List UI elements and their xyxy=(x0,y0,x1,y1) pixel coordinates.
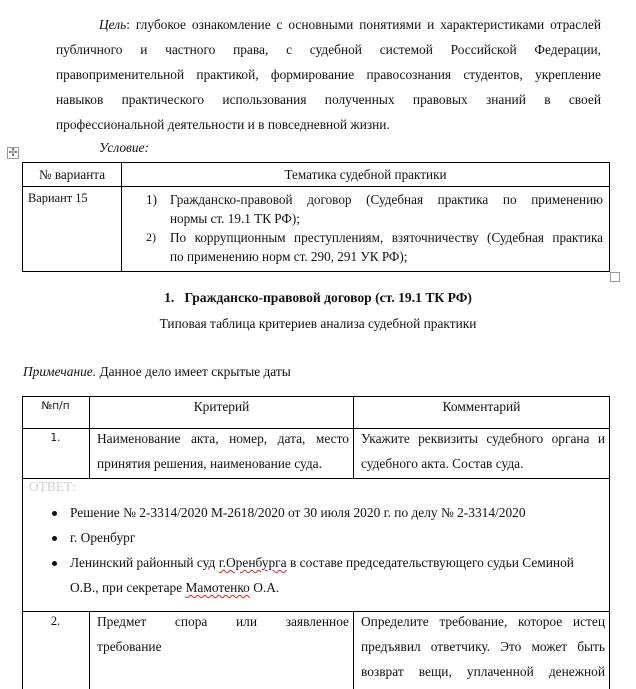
topic-number: 2) xyxy=(146,230,156,244)
goal-line-5: профессиональной деятельности и в повседневной жизни. xyxy=(56,117,390,132)
row2-comment-line: возврат вещи, уплаченной денежной xyxy=(361,664,605,679)
condition-label-text: Условие: xyxy=(99,140,149,155)
row1-criterion xyxy=(97,426,349,476)
topic-item-2 xyxy=(146,228,603,266)
t1-header-topic: Тематика судебной практики xyxy=(284,167,447,182)
goal-line-1 xyxy=(56,12,601,37)
t1-variant-cell: Вариант 15 xyxy=(28,191,88,205)
note xyxy=(23,364,291,380)
row1-criterion-line: принятия решения, наименование суда. xyxy=(97,456,322,471)
topic-text-line: нормы ст. 19.1 ТК РФ); xyxy=(170,211,300,226)
condition-label xyxy=(99,139,149,157)
bullet-text: Ленинский районный суд xyxy=(70,555,219,570)
goal-line-2: публичного и частного права, с судебной системой Российской Федерации, xyxy=(56,42,601,57)
row1-num: 1. xyxy=(50,432,61,444)
topic-item-1 xyxy=(146,190,603,228)
bullet-text: О.В., при секретаре xyxy=(70,580,186,595)
t2-border-row1 xyxy=(22,478,610,479)
answer-bullet xyxy=(50,550,605,600)
topic-text-line: По коррупционным преступлениям, взяточничеству (Судебная практика xyxy=(170,230,603,245)
row2-num: 2. xyxy=(50,614,61,628)
row2-criterion xyxy=(97,609,349,659)
topic-text-line: по применению норм ст. 290, 291 УК РФ); xyxy=(170,249,408,264)
t1-border-top xyxy=(22,162,610,163)
row2-comment-line: предъявил ответчику. Это может быть xyxy=(361,639,605,654)
note-label: Примечание. xyxy=(23,364,97,379)
row2-comment-line: Определите требование, которое истец xyxy=(361,614,605,629)
answer-bullet: г. Оренбург xyxy=(50,525,605,550)
topic-text-line: Гражданско-правовой договор (Судебная практика по применению xyxy=(170,192,603,207)
t1-border-header xyxy=(22,186,610,187)
row2-criterion-line: требование xyxy=(97,639,162,654)
topic-list xyxy=(146,190,603,266)
row1-comment-line: судебного акта. Состав суда. xyxy=(361,456,524,471)
goal-paragraph xyxy=(56,12,601,137)
spellcheck-word[interactable]: Мамотенко xyxy=(185,580,250,595)
row2-criterion-line: Предмет спора или заявленное xyxy=(97,614,349,629)
goal-line-4: навыков практического использования полученных правовых знаний в своей xyxy=(56,92,601,107)
spellcheck-word[interactable]: г.Оренбурга xyxy=(218,555,287,570)
note-text: Данное дело имеет скрытые даты xyxy=(96,364,291,379)
t2-header-num: №п/п xyxy=(41,400,70,412)
bullet-text: О.А. xyxy=(249,580,280,595)
t2-divider-1b xyxy=(89,611,90,689)
answer-bullet: Решение № 2-3314/2020 М-2618/2020 от 30 июля 2020 г. по делу № 2-3314/2020 xyxy=(50,500,605,525)
answer-label: ОТВЕТ: xyxy=(29,479,76,494)
t2-header-criterion: Критерий xyxy=(193,399,250,414)
row1-comment xyxy=(361,426,605,476)
row1-comment-line: Укажите реквизиты судебного органа и xyxy=(361,431,605,446)
answer-bullet-list xyxy=(50,500,605,600)
table-move-handle-icon[interactable]: ✢ xyxy=(8,146,18,159)
t1-border-bottom xyxy=(22,271,610,272)
t1-border-right xyxy=(609,162,610,272)
t2-divider-2b xyxy=(353,611,354,689)
goal-line-3: правоприменительной практикой, формирование правосознания студентов, укрепление xyxy=(56,67,601,82)
bullet-text: в составе председательствующего судьи Семиной xyxy=(286,555,574,570)
t2-border-right xyxy=(609,396,610,689)
t1-header-variant: № варианта xyxy=(38,167,106,182)
t2-header-comment: Комментарий xyxy=(442,399,521,414)
section-heading: 1. Гражданско-правовой договор (ст. 19.1 ТК РФ) xyxy=(164,290,472,305)
row1-criterion-line: Наименование акта, номер, дата, место xyxy=(97,431,349,446)
row2-comment xyxy=(361,609,605,684)
section-subheading: Типовая таблица критериев анализа судебной практики xyxy=(159,316,477,331)
goal-label: Цель xyxy=(99,17,127,32)
goal-text: : глубокое ознакомление с основными понятиями и характеристиками отраслей xyxy=(126,17,601,32)
topic-number: 1) xyxy=(146,192,157,207)
table-resize-handle-icon[interactable] xyxy=(610,272,620,282)
